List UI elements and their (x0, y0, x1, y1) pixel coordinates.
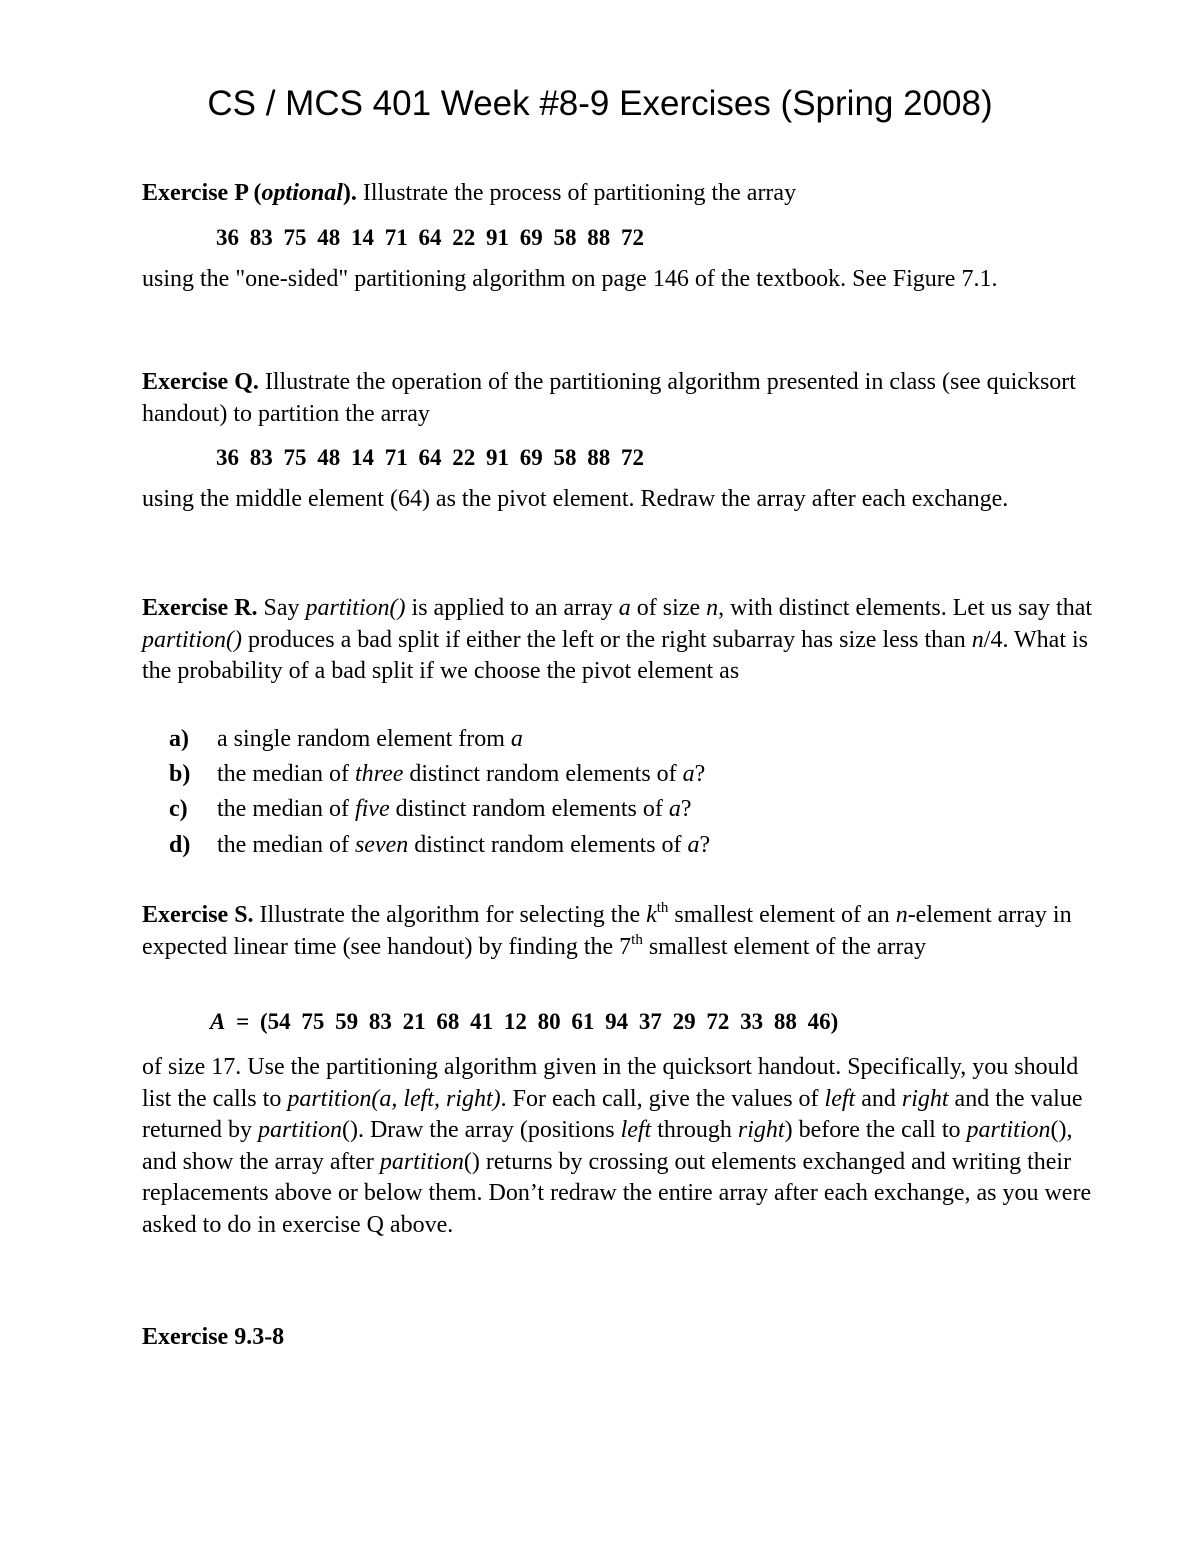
exercise-p-text: using the "one-sided" partitioning algorithm on page 146 of the textbook. See Figure 7.1. (142, 266, 998, 292)
exercise-r-heading: Exercise R. (142, 595, 258, 621)
exercise-s-text: of size 17. Use the partitioning algorithm given in the quicksort handout. Specifically, you should list the calls to partition(a, left, right). For each call, give the values of left and right and the value returned by partition(). Draw the array (positions left through right) before the call to partition(), and show the array after partition() returns by crossing out elements exchanged and writing their replacements above or below them. Don’t redraw the entire array after each exchange, as you were asked to do in exercise Q above. (142, 1054, 1092, 1238)
exercise-9-3-8-heading: Exercise 9.3-8 (142, 1324, 285, 1350)
exercise-r-text: Exercise R. Say partition() is applied to an array a of size n, with distinct elements. Let us say that partition() produces a bad split if either the left or the right subarray has size less than n/4. What is the probability of a bad split if we choose the pivot element as (142, 595, 1093, 684)
exercise-p-intro: Exercise P (optional). Illustrate the process of partitioning the array (142, 180, 797, 206)
exercise-r-item-d: d) the median of seven distinct random elements of a? (169, 832, 711, 858)
exercise-s-heading: Exercise S. (142, 902, 254, 928)
exercise-r-item-c: c) the median of five distinct random elements of a? (169, 796, 692, 822)
exercise-p-heading: Exercise P (optional). (142, 180, 357, 206)
exercise-q-array: 36 83 75 48 14 71 64 22 91 69 58 88 72 (216, 445, 644, 470)
exercise-s-intro: Exercise S. Illustrate the algorithm for selecting the $k^{th}$ smallest element of an n-element array in expected linear time (see handout) by finding the 7th smallest element of the array (142, 900, 1072, 960)
exercise-q-heading: Exercise Q. (142, 369, 259, 395)
exercise-q-text: using the middle element (64) as the pivot element. Redraw the array after each exchange. (142, 486, 1009, 512)
exercise-r-item-a: a) a single random element from a (169, 726, 523, 752)
page-title: CS / MCS 401 Week #8-9 Exercises (Spring 2008) (207, 84, 993, 123)
exercise-q-intro: Exercise Q. Illustrate the operation of the partitioning algorithm presented in class (see quicksort handout) to partition the array (142, 369, 1076, 427)
exercise-s-array: A = (54 75 59 83 21 68 41 12 80 61 94 37 29 72 33 88 46) (210, 1009, 839, 1034)
exercise-p-array: 36 83 75 48 14 71 64 22 91 69 58 88 72 (216, 225, 644, 250)
exercise-r-item-b: b) the median of three distinct random elements of a? (169, 761, 706, 787)
